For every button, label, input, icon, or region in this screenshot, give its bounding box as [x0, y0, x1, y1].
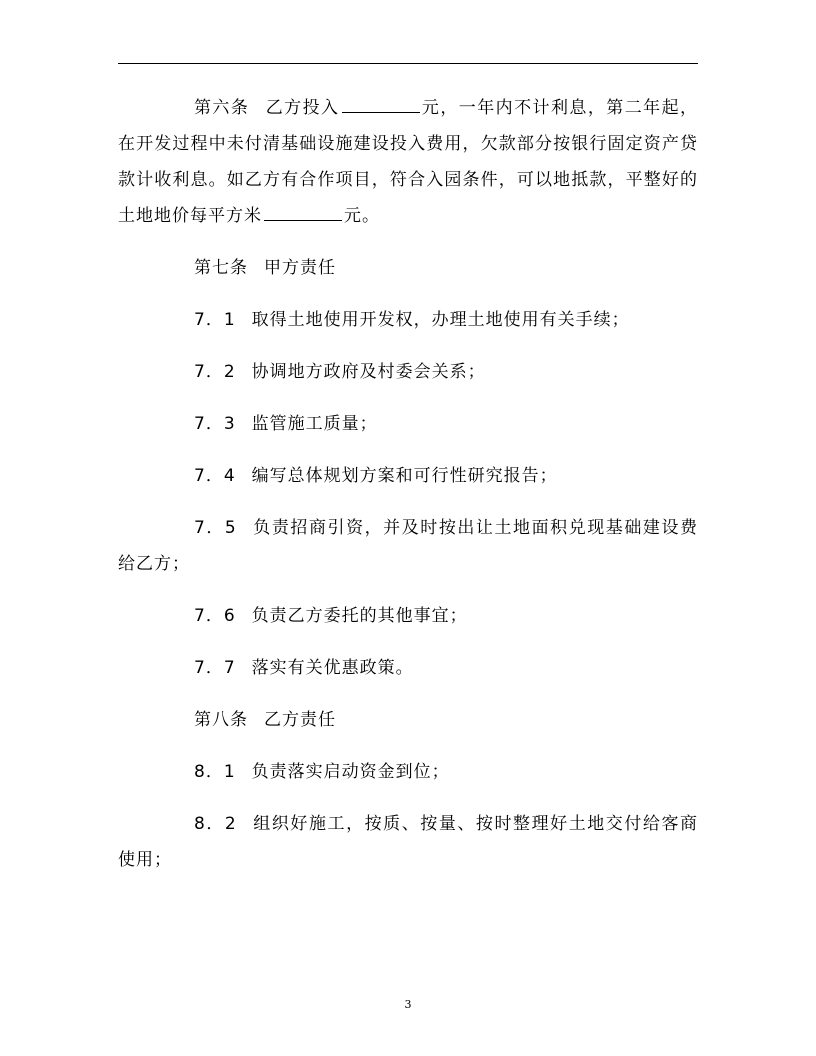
- article-8-heading: 第八条: [194, 710, 248, 730]
- clause-7-4: [118, 458, 698, 494]
- clause-7-5: [118, 510, 698, 582]
- clause-number: 7．3: [194, 414, 236, 434]
- clause-number: 8．1: [194, 762, 236, 782]
- investment-amount-blank: [342, 94, 420, 113]
- article-6-text-3: 元。: [344, 206, 380, 226]
- clause-number: 8．2: [194, 814, 237, 834]
- clause-number: 7．6: [194, 606, 236, 626]
- article-6-text-2: 元，一年内不计利息，第二年起，在开发过程中未付清基础设施建设投入费用，欠款部分按银行固定资产贷款计收利息。如乙方有合作项目，符合入园条件，可以地抵款，平整好的土地地价每平方米: [118, 98, 699, 226]
- clause-text: 负责招商引资，并及时按出让土地面积兑现基础建设费给乙方；: [118, 518, 699, 574]
- article-7-heading-line: [118, 250, 698, 286]
- clause-7-2: [118, 354, 698, 390]
- clause-text: 协调地方政府及村委会关系；: [251, 362, 486, 382]
- clause-7-6: [118, 598, 698, 634]
- clause-number: 7．7: [194, 658, 236, 678]
- article-6-paragraph: [118, 90, 698, 234]
- clause-text: 监管施工质量；: [251, 414, 378, 434]
- page-number: 3: [404, 998, 412, 1011]
- article-6-text-1: 乙方投入: [265, 98, 340, 118]
- clause-7-7: [118, 650, 698, 686]
- clause-8-2: [118, 806, 698, 878]
- clause-text: 负责落实启动资金到位；: [251, 762, 450, 782]
- article-7-heading: 第七条: [194, 258, 248, 278]
- document-body: [118, 90, 698, 894]
- clause-8-1: [118, 754, 698, 790]
- article-7-title: 甲方责任: [264, 258, 336, 278]
- clause-number: 7．2: [194, 362, 236, 382]
- clause-number: 7．5: [194, 518, 237, 538]
- clause-7-3: [118, 406, 698, 442]
- clause-number: 7．4: [194, 466, 236, 486]
- article-8-title: 乙方责任: [264, 710, 336, 730]
- article-6-heading: 第六条: [194, 98, 250, 118]
- clause-text: 负责乙方委托的其他事宜；: [251, 606, 468, 626]
- clause-number: 7．1: [194, 310, 236, 330]
- clause-text: 组织好施工，按质、按量、按时整理好土地交付给客商使用；: [118, 814, 699, 870]
- header-rule: [118, 63, 698, 64]
- clause-text: 取得土地使用开发权，办理土地使用有关手续；: [251, 310, 630, 330]
- clause-7-1: [118, 302, 698, 338]
- clause-text: 落实有关优惠政策。: [251, 658, 414, 678]
- land-price-blank: [264, 202, 342, 221]
- article-8-heading-line: [118, 702, 698, 738]
- clause-text: 编写总体规划方案和可行性研究报告；: [251, 466, 558, 486]
